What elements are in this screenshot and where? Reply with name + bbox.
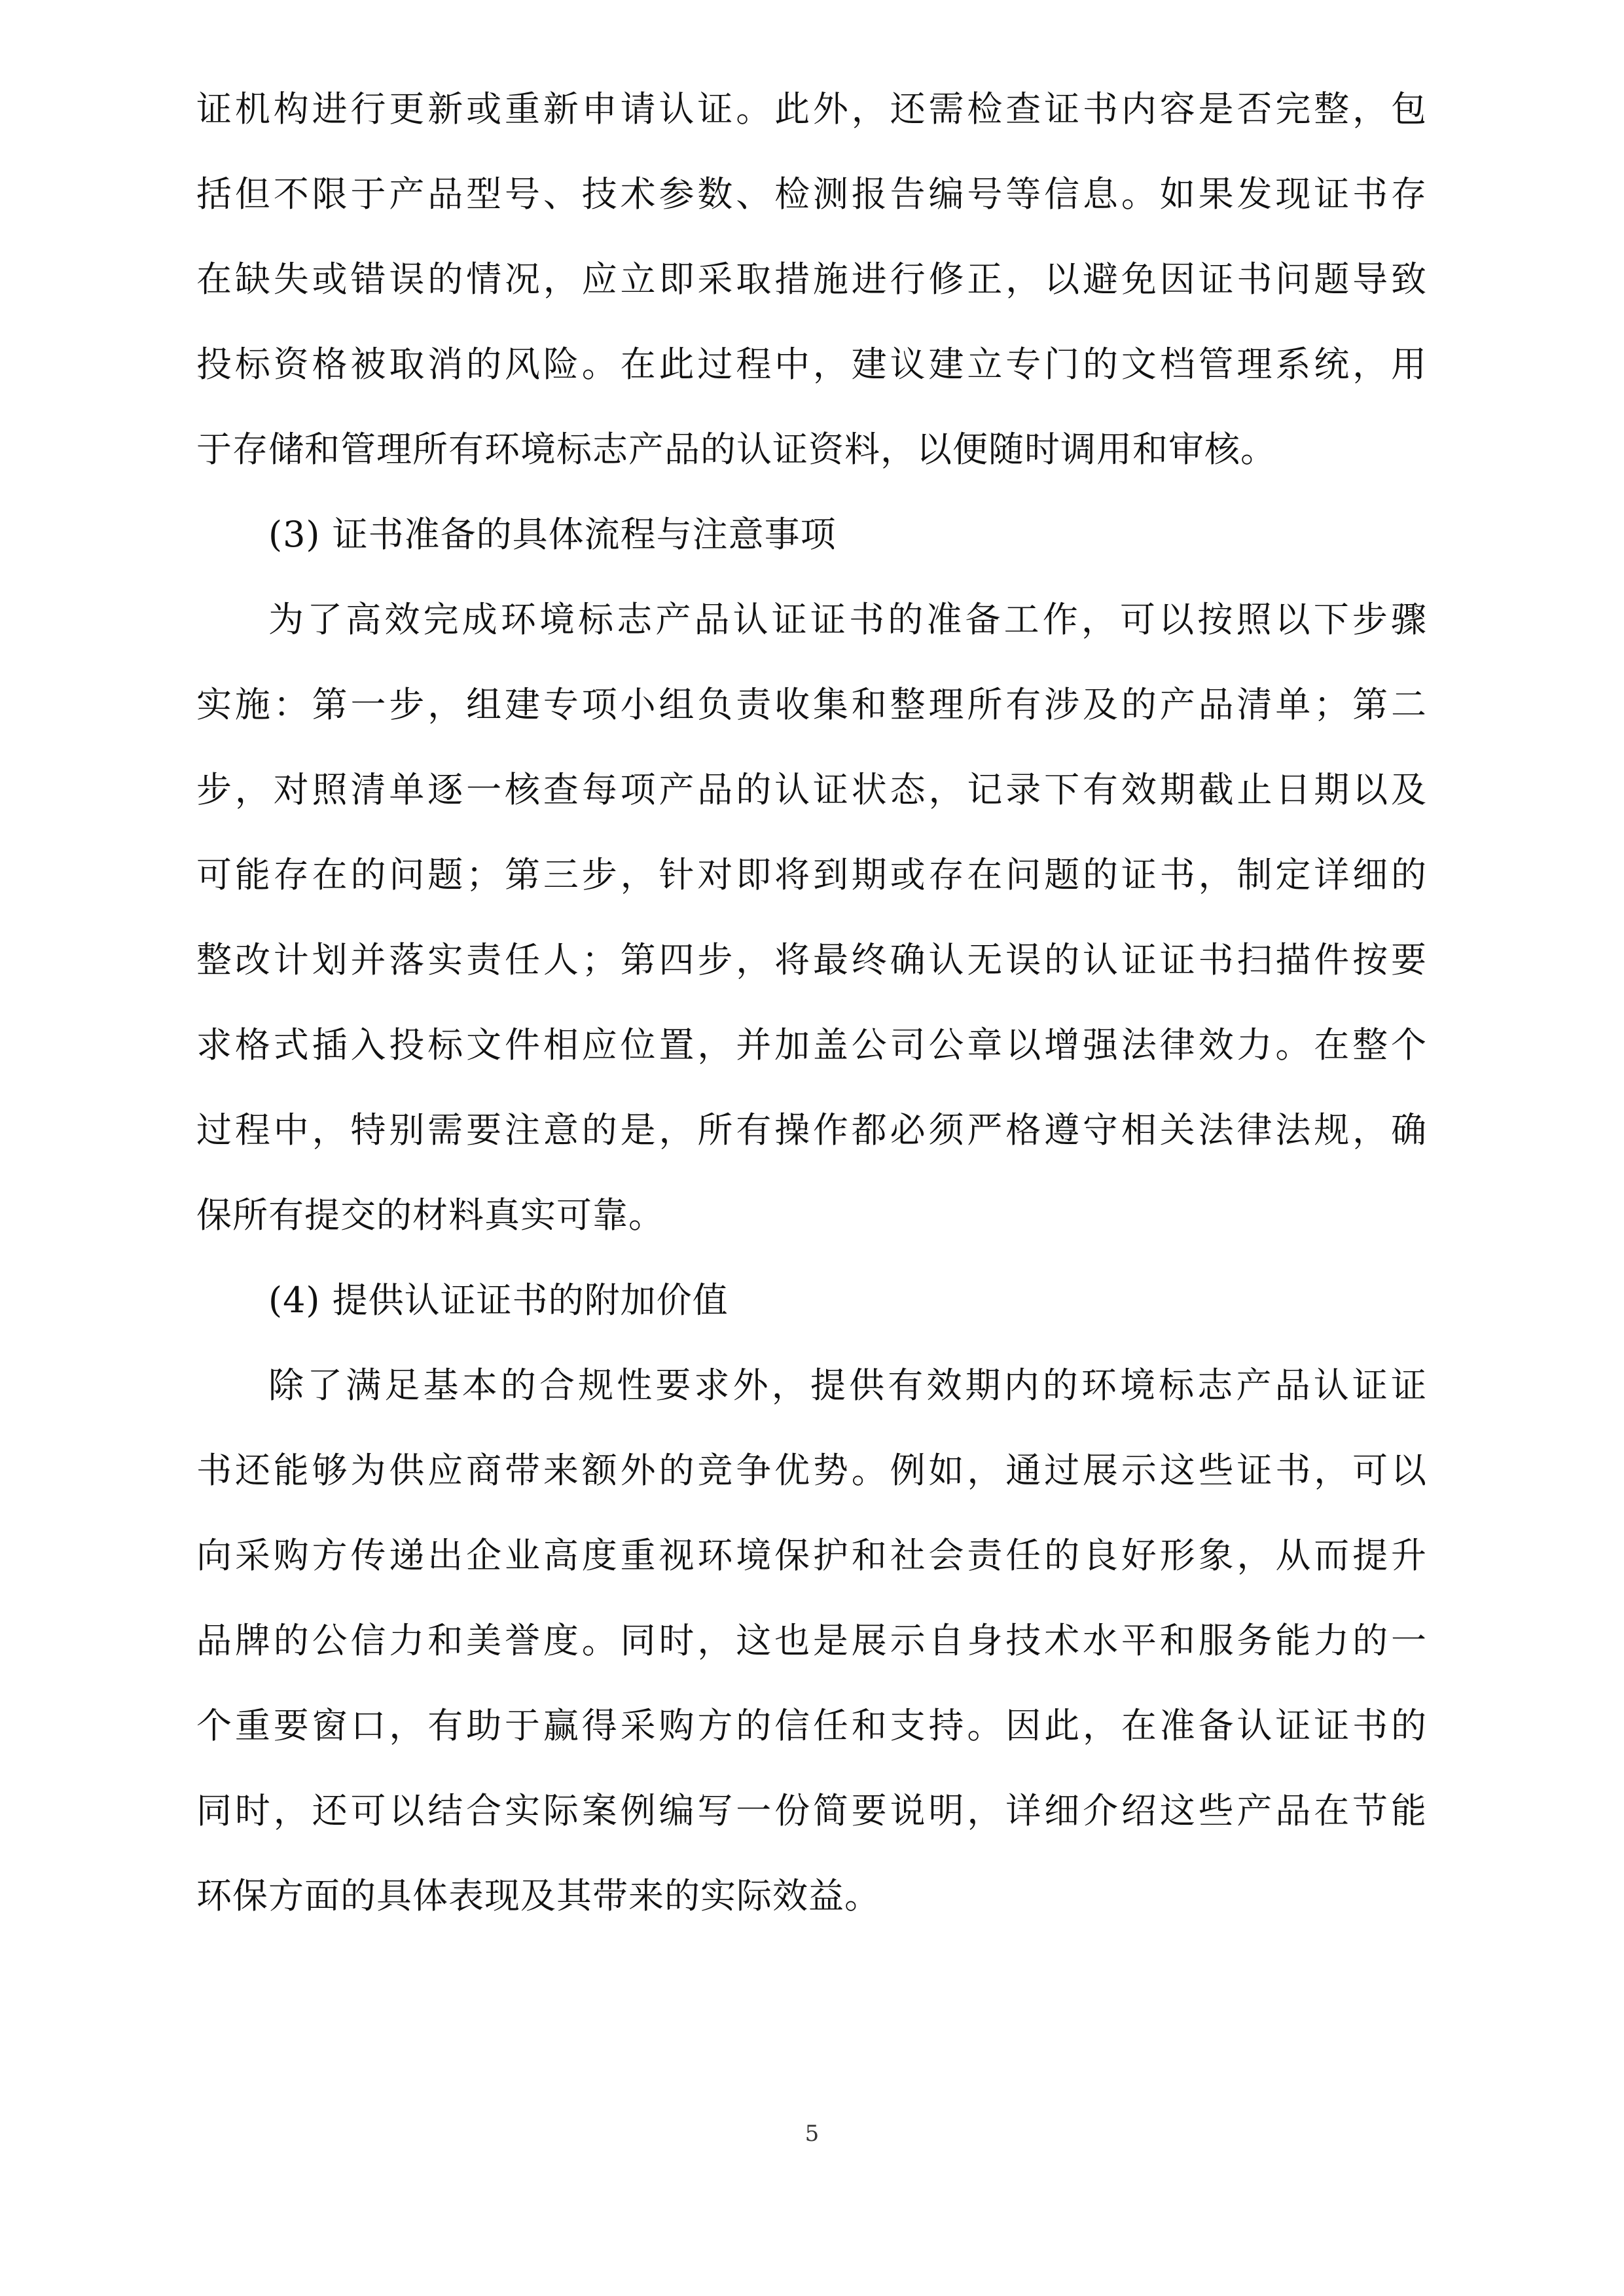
paragraph-2-line-5: 整改计划并落实责任人；第四步，将最终确认无误的认证证书扫描件按要 [196,939,1427,980]
paragraph-1-line-3: 在缺失或错误的情况，应立即采取措施进行修正，以避免因证书问题导致 [196,259,1427,300]
paragraph-2-line-1: 为了高效完成环境标志产品认证证书的准备工作，可以按照以下步骤 [268,599,1427,640]
paragraph-2-line-3: 步，对照清单逐一核查每项产品的认证状态，记录下有效期截止日期以及 [196,769,1427,810]
paragraph-3-line-4: 品牌的公信力和美誉度。同时，这也是展示自身技术水平和服务能力的一 [196,1620,1427,1661]
paragraph-3-line-6: 同时，还可以结合实际案例编写一份简要说明，详细介绍这些产品在节能 [196,1790,1427,1831]
paragraph-3-line-3: 向采购方传递出企业高度重视环境保护和社会责任的良好形象，从而提升 [196,1535,1427,1576]
paragraph-2-line-7: 过程中，特别需要注意的是，所有操作都必须严格遵守相关法律法规，确 [196,1109,1427,1151]
page-number: 5 [804,2121,820,2147]
paragraph-2-line-8: 保所有提交的材料真实可靠。 [196,1194,664,1236]
paragraph-3-line-5: 个重要窗口，有助于赢得采购方的信任和支持。因此，在准备认证证书的 [196,1705,1427,1746]
paragraph-1-line-4: 投标资格被取消的风险。在此过程中，建议建立专门的文档管理系统，用 [196,344,1427,385]
paragraph-3-line-1: 除了满足基本的合规性要求外，提供有效期内的环境标志产品认证证 [268,1365,1427,1406]
section-heading-4: (4) 提供认证证书的附加价值 [268,1280,729,1321]
paragraph-1-line-5: 于存储和管理所有环境标志产品的认证资料，以便随时调用和审核。 [196,429,1276,470]
paragraph-2-line-6: 求格式插入投标文件相应位置，并加盖公司公章以增强法律效力。在整个 [196,1024,1427,1066]
paragraph-2-line-2: 实施：第一步，组建专项小组负责收集和整理所有涉及的产品清单；第二 [196,684,1427,725]
paragraph-3-line-7: 环保方面的具体表现及其带来的实际效益。 [196,1875,880,1916]
paragraph-1-line-1: 证机构进行更新或重新申请认证。此外，还需检查证书内容是否完整，包 [196,88,1427,130]
paragraph-2-line-4: 可能存在的问题；第三步，针对即将到期或存在问题的证书，制定详细的 [196,854,1427,895]
section-heading-3: (3) 证书准备的具体流程与注意事项 [268,514,837,555]
paragraph-3-line-2: 书还能够为供应商带来额外的竞争优势。例如，通过展示这些证书，可以 [196,1450,1427,1491]
paragraph-1-line-2: 括但不限于产品型号、技术参数、检测报告编号等信息。如果发现证书存 [196,173,1427,215]
